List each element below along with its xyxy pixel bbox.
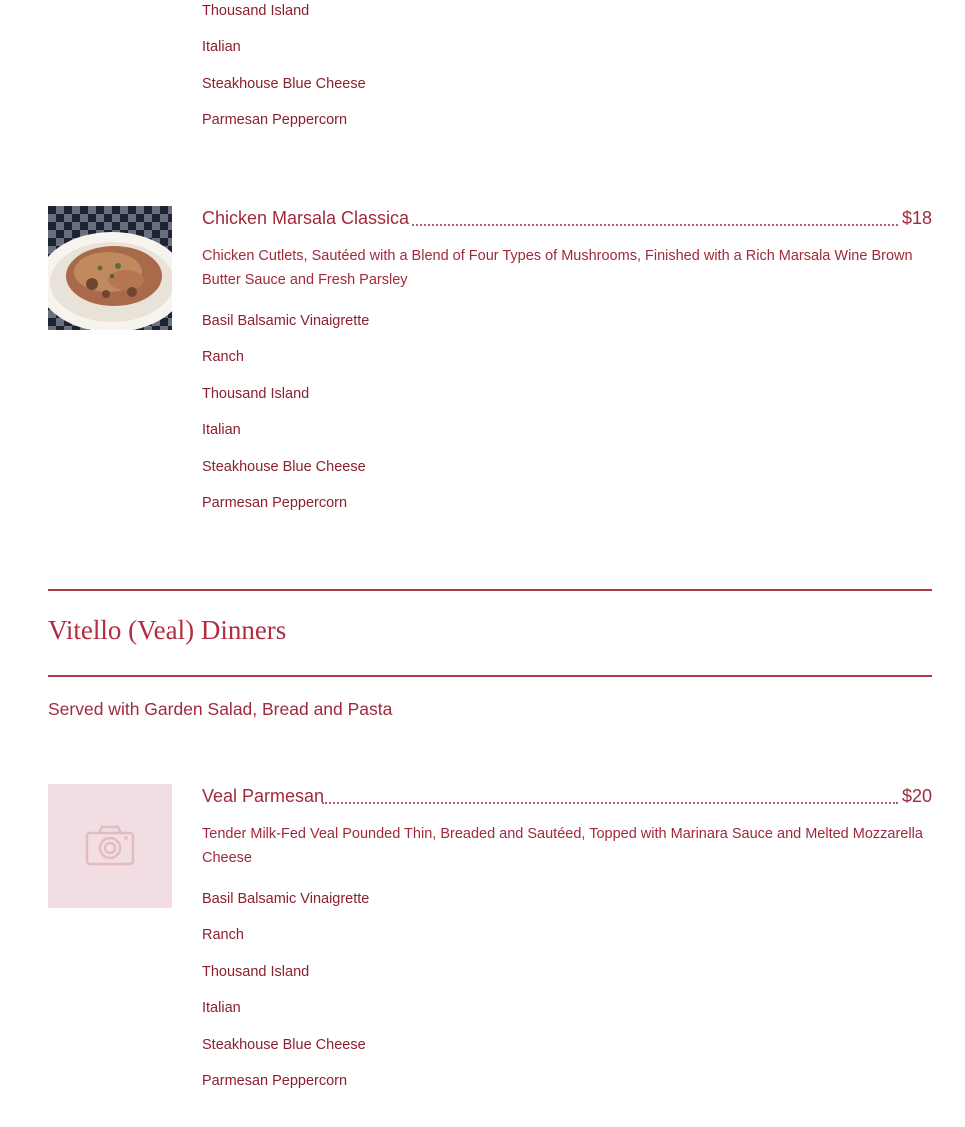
section-subtitle: Served with Garden Salad, Bread and Pasta <box>48 699 393 719</box>
dressing-option: Italian <box>202 39 241 55</box>
dressing-option: Steakhouse Blue Cheese <box>202 459 366 475</box>
camera-icon <box>48 784 172 908</box>
chicken-marsala-photo[interactable] <box>48 206 172 330</box>
dressing-option: Italian <box>202 422 241 438</box>
dressing-option: Basil Balsamic Vinaigrette <box>202 891 370 907</box>
section-divider-bottom <box>48 675 932 677</box>
section-divider-top <box>48 589 932 591</box>
dressing-option: Thousand Island <box>202 3 310 19</box>
dish-description: Tender Milk-Fed Veal Pounded Thin, Breaded and Sautéed, Topped with Marinara Sauce and Melted Mozzarella Cheese <box>202 826 923 866</box>
dish-price: $20 <box>901 786 932 806</box>
dressing-option: Basil Balsamic Vinaigrette <box>202 313 370 329</box>
dressing-option: Italian <box>202 1000 241 1016</box>
dish-price: $18 <box>901 208 932 228</box>
image-placeholder[interactable] <box>48 784 172 908</box>
dressing-option: Ranch <box>202 349 244 365</box>
dressing-option: Steakhouse Blue Cheese <box>202 76 366 92</box>
dot-leader <box>412 224 898 226</box>
dressing-option: Thousand Island <box>202 964 310 980</box>
dish-description: Chicken Cutlets, Sautéed with a Blend of Four Types of Mushrooms, Finished with a Rich Marsala Wine Brown Butter Sauce and Fresh Parsley <box>202 248 913 288</box>
dressing-option: Thousand Island <box>202 386 310 402</box>
dressing-option: Parmesan Peppercorn <box>202 112 348 128</box>
dressing-option: Ranch <box>202 927 244 943</box>
dish-name: Veal Parmesan <box>202 786 325 806</box>
dot-leader <box>322 802 898 804</box>
dressing-option: Parmesan Peppercorn <box>202 495 348 511</box>
dish-name: Chicken Marsala Classica <box>202 208 410 228</box>
food-photo-image <box>48 206 172 330</box>
section-title: Vitello (Veal) Dinners <box>48 615 287 645</box>
dressing-option: Parmesan Peppercorn <box>202 1073 348 1089</box>
dressing-option: Steakhouse Blue Cheese <box>202 1037 366 1053</box>
